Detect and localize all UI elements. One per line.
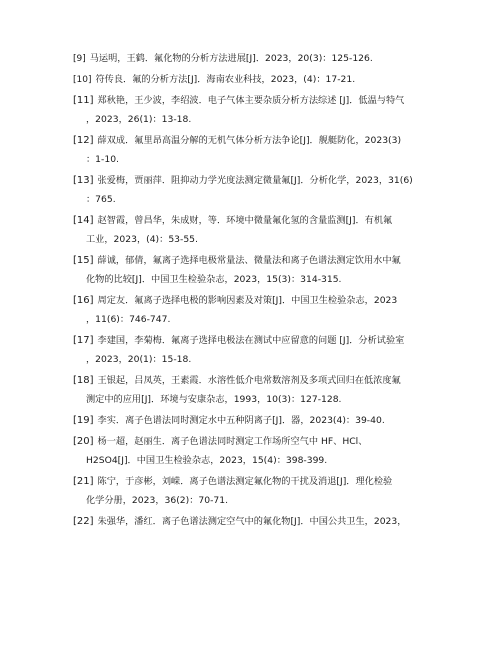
reference-text: 马运明，王鹤．氟化物的分析方法进展[J]．2023，20(3)：125-126. xyxy=(89,53,373,64)
reference-entry xyxy=(73,214,438,247)
reference-entry xyxy=(73,94,438,127)
reference-text: 符传良．氟的分析方法[J]．海南农业科技，2023，(4)：17-21. xyxy=(95,74,356,85)
reference-number: [19] xyxy=(73,415,94,426)
reference-text: 杨一超，赵丽生．离子色谱法同时测定工作场所空气中 HF、HCl、 xyxy=(97,436,368,447)
reference-number: [22] xyxy=(73,516,94,527)
reference-entry xyxy=(73,414,438,428)
reference-text-continued: H2SO4[J]．中国卫生检验杂志，2023，15(4)：398-399. xyxy=(86,455,328,466)
reference-entry xyxy=(73,294,438,327)
reference-text-continued: ，11(6)：746-747. xyxy=(86,314,171,325)
reference-text-continued: 测定中的应用[J]．环境与安康杂志，1993，10(3)：127-128. xyxy=(86,394,342,405)
reference-text: 朱强华，潘红．离子色谱法测定空气中的氟化物[J]．中国公共卫生，2023， xyxy=(97,516,407,527)
reference-number: [13] xyxy=(73,175,94,186)
reference-number: [11] xyxy=(73,95,94,106)
reference-text: 郑秋艳，王少波，李绍波．电子气体主要杂质分析方法综述 [J]．低温与特气 xyxy=(97,95,405,106)
reference-number: [10] xyxy=(73,75,92,85)
reference-entry xyxy=(73,515,438,529)
reference-entry xyxy=(73,174,438,207)
reference-text: 赵智霞，曾昌华，朱成财，等．环境中微量氟化氢的含量监测[J]．有机氟 xyxy=(97,215,393,226)
reference-number: [15] xyxy=(73,255,94,266)
reference-text: 李建国，李菊梅．氟离子选择电极法在测试中应留意的问题 [J]．分析试验室 xyxy=(97,335,405,346)
reference-text: 张爱梅，贾丽萍．阻抑动力学光度法测定微量氟[J]．分析化学，2023，31(6) xyxy=(97,175,413,186)
reference-text-continued: ，2023，20(1)：15-18. xyxy=(86,354,192,365)
reference-number: [17] xyxy=(73,335,94,346)
reference-text: 李实．离子色谱法同时测定水中五种阴离子[J]．器，2023(4)：39-40. xyxy=(97,415,385,426)
reference-text-continued: ：765. xyxy=(86,194,116,205)
reference-number: [20] xyxy=(73,436,94,447)
reference-entry xyxy=(73,254,438,287)
reference-number: [16] xyxy=(73,295,94,306)
reference-number: [14] xyxy=(73,215,94,226)
reference-entry xyxy=(73,475,438,508)
reference-entry xyxy=(73,52,438,66)
reference-number: [12] xyxy=(73,135,94,146)
reference-entry xyxy=(73,73,438,87)
reference-number: [18] xyxy=(73,375,94,386)
reference-number: [9] xyxy=(73,54,86,64)
reference-entry xyxy=(73,435,438,468)
reference-text-continued: ，2023，26(1)：13-18. xyxy=(86,114,192,125)
reference-text: 薛双成．氟里昂高温分解的无机气体分析方法争论[J]．舰艇防化，2023(3) xyxy=(97,135,402,146)
reference-entry xyxy=(73,374,438,407)
reference-entry xyxy=(73,334,438,367)
reference-text-continued: 工业，2023，(4)：53-55. xyxy=(86,234,198,245)
reference-text-continued: 化学分册，2023，36(2)：70-71. xyxy=(86,495,229,506)
reference-text: 王银起，吕凤英，王素霞．水溶性低介电常数溶剂及多项式回归在低浓度氟 xyxy=(97,375,401,386)
reference-text-continued: ：1-10. xyxy=(86,154,119,165)
reference-text: 薛诚，郁倩，氟离子选择电极常量法、微量法和离子色谱法测定饮用水中氟 xyxy=(97,255,401,266)
reference-list xyxy=(73,52,438,536)
reference-text-continued: 化物的比较[J]．中国卫生检验杂志，2023，15(3)：314-315. xyxy=(86,274,342,285)
reference-entry xyxy=(73,134,438,167)
reference-text: 陈宁，于彦彬，刘嵘．离子色谱法测定氟化物的干扰及消退[J]．理化检验 xyxy=(97,476,393,487)
reference-number: [21] xyxy=(73,476,94,487)
reference-text: 周定友．氟离子选择电极的影响因素及对策[J]．中国卫生检验杂志，2023 xyxy=(97,295,398,306)
